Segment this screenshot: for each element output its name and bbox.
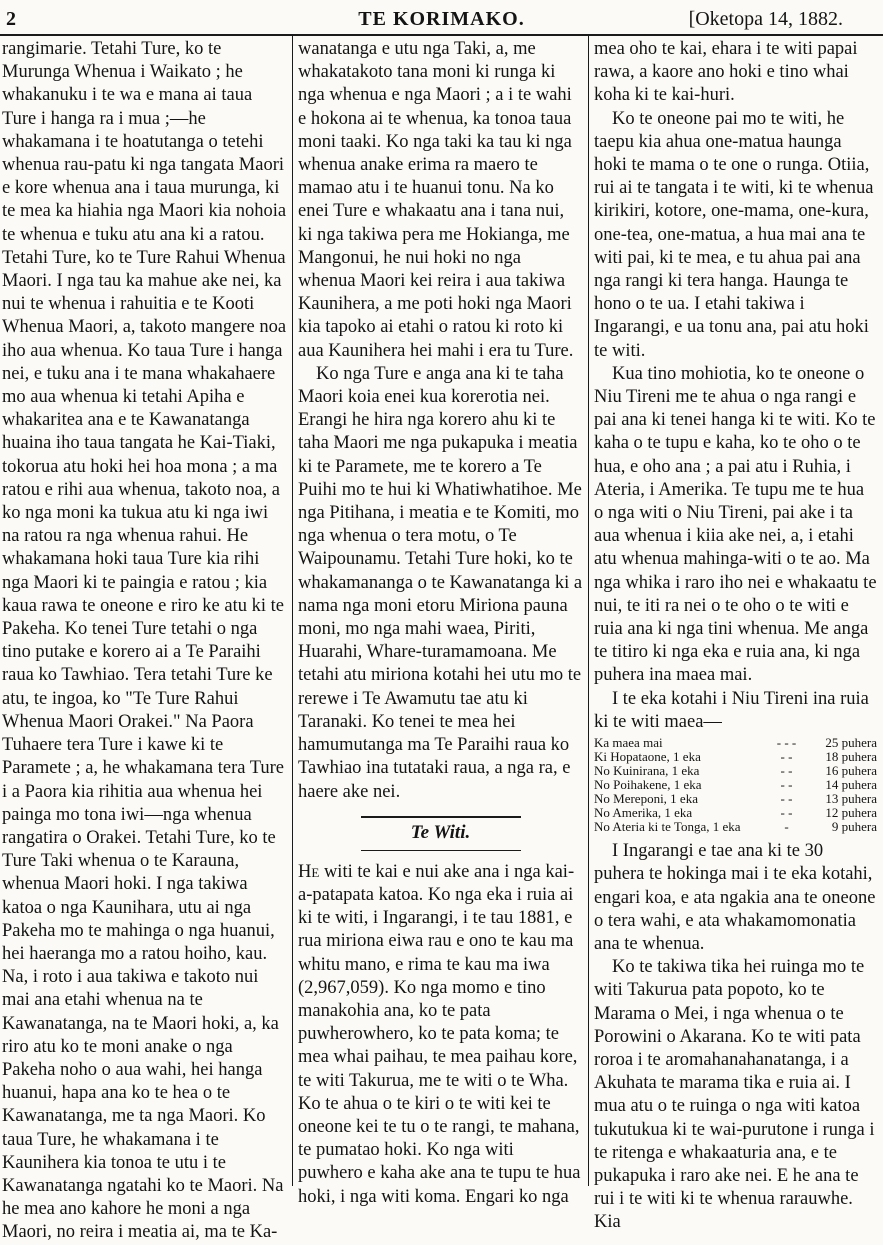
section-heading bbox=[298, 816, 583, 851]
page-number: 2 bbox=[6, 8, 16, 30]
newspaper-title: TE KORIMAKO. bbox=[358, 8, 525, 30]
section-rule bbox=[361, 850, 521, 851]
table-row bbox=[594, 750, 877, 764]
issue-date: [Oketopa 14, 1882. bbox=[688, 8, 843, 30]
article-paragraph: Ko nga Ture e anga ana ki te taha Maori koia enei kua korerotia nei. Erangi he hira nga korero ahu ki te taha Maori me nga pukapuka i meatia ki te Paramete, me te korero a Te Puihi mo te hui ki Whatiwhatihoe. Me nga Pitihana, i meatia e te Komiti, mo nga whenua o tera motu, o Te Waipounamu. Tetahi Ture hoki, ko te whakamananga o te Kawanatanga ki a nama nga moni etoru Miriona pauna moni, mo nga mahi waea, Piriti, Huarahi, Whare-turamamoana. Me tetahi atu miriona kotahi hei utu mo te rerewe i Te Awamutu tae atu ki Taranaki. Ko tenei te mea hei hamumutanga ma Te Paraihi raua ko Tawhiao ina tutataki raua, a nga ra, e haere ake nei. bbox=[298, 363, 583, 802]
table-cell-place: No Amerika, 1 eka bbox=[594, 805, 693, 821]
table-row bbox=[594, 806, 877, 820]
table-cell-value: 14 puhera bbox=[825, 777, 877, 793]
table-row bbox=[594, 736, 877, 750]
table-cell-value: 25 puhera bbox=[825, 735, 877, 751]
article-paragraph: Kua tino mohiotia, ko te oneone o Niu Tireni me te ahua o nga rangi e pai ana ki tenei hanga ki te witi. Ko te kaha o te tupu e kaha, ko te oho o te hua, e oho ana ; a pai atu i Ruhia, i Ateria, i Amerika. Te tupu me te hua o nga witi o Niu Tireni, pai ake i ta aua whenua i kiia ake nei, a, i etahi atu whenua mahinga-witi o te ao. Ma nga whika i raro iho nei e whakaatu te nui, te iti ra nei o te oho o te witi e ruia ana ki nga tini whenua. Me anga te titiro ki nga eka e ruia ana, ki nga puhera ina maea mai. bbox=[594, 363, 877, 686]
table-cell-place: No Ateria ki te Tonga, 1 eka bbox=[594, 819, 741, 835]
column-2 bbox=[298, 38, 583, 1207]
table-cell-dots: - - bbox=[780, 791, 793, 807]
table-cell-dots: - - bbox=[780, 777, 793, 793]
table-cell-dots: - - bbox=[780, 763, 793, 779]
column-3 bbox=[594, 38, 877, 1233]
table-cell-dots: - - bbox=[780, 805, 793, 821]
table-cell-value: 9 puhera bbox=[831, 819, 877, 835]
table-cell-value: 12 puhera bbox=[825, 805, 877, 821]
table-cell-value: 18 puhera bbox=[825, 749, 877, 765]
article-paragraph: rangimarie. Tetahi Ture, ko te Murunga Whenua i Waikato ; he whakanuku i te wa e mana ai taua Ture i hanga ra i mua ;—he whakamana i te hoatutanga o tetehi whenua rau-patu ki nga tangata Maori e kore whenua ana i taua murunga, ki te mea ka hiahia nga Maori kia nohoia te whenua e tuku atu ana ki a ratou. Tetahi Ture, ko te Ture Rahui Whenua Maori. I nga tau ka mahue ake nei, ka nui te whenua i rahuitia e te Kooti Whenua Maori, a, takoto mangere noa iho aua whenua. Ko taua Ture i hanga nei, e tuku ana i te mana whakahaere mo aua whenua ki tetahi Apiha e whakaritea ana e te Kawanatanga huaina iho taua tangata he Kai-Tiaki, tokorua atu hoki hei hoa mona ; a ma ratou e rihi aua whenua, takoto noa, a ko nga moni ka tukua atu ki nga iwi na ratou ra nga whenua rahui. He whakamana hoki taua Ture kia rihi nga Maori ki te paingia e ratou ; kia kaua rawa te oneone e riro ke atu ki te Pakeha. Ko tenei Ture tetahi o nga tino putake e korero ai a Te Paraihi raua ko Tawhiao. Tera tetahi Ture ke atu, te ingoa, ko "Te Ture Rahui Whenua Maori Orakei." Na Paora Tuhaere tera Ture i kawe ki te Paramete ; a, he whakamana tera Ture i a Paora kia rihitia aua whenua hei painga mo tona iwi—nga whenua rangatira o Orakei. Tetahi Ture, ko te Ture Taki whenua o te Karauna, whenua Maori hoki. I nga takiwa katoa o nga Kaunihara, utu ai nga Pakeha mo te mahinga o nga huanui, hei haeranga mo a ratou hoiho, kau. Na, i roto i aua takiwa e takoto nui mai ana etahi whenua na te Kawanatanga, na te Maori hoki, a, ka riro atu ko te moni anake o nga Pakeha noho o aua wahi, hei hanga huanui, hapa ana ko te hea o te Kawanatanga, me ta nga Maori. Ko taua Ture, he whakamana i te Kaunihera kia tonoa te utu i te Kawanatanga ngatahi ko te Maori. Na he mea ano kahore he moni a nga Maori, no reira i meatia ai, ma te Ka- bbox=[2, 39, 287, 1243]
table-cell-place: No Mereponi, 1 eka bbox=[594, 791, 698, 807]
article-paragraph: wanatanga e utu nga Taki, a, me whakatakoto tana moni ki runga ki nga whenua e nga Maori ; a i te wahi e hokona ai te whenua, ka tonoa taua moni taaki. Ko nga taki ka tau ki nga whenua anake erima ra maero te mamao atu i te huanui tonu. Na ko enei Ture e whakaatu ana i tana nui, ki nga takiwa pera me Hokianga, me Mangonui, he nui hoki no nga whenua Maori kei reira i aua takiwa Kaunihera, a me poti hoki nga Maori kia tapoko ai etahi o ratou ki roto ki aua Kaunihera hei mahi i era tu Ture. bbox=[298, 39, 574, 361]
column-divider bbox=[588, 36, 589, 1186]
table-cell-place: No Poihakene, 1 eka bbox=[594, 777, 702, 793]
column-divider bbox=[292, 36, 293, 1186]
table-cell-value: 13 puhera bbox=[825, 791, 877, 807]
lead-word: He bbox=[298, 861, 320, 882]
article-paragraph: I Ingarangi e tae ana ki te 30 puhera te hokinga mai i te eka kotahi, engari koa, e ata ngakia ana te oneone o tera wahi, e ata whakamomonatia ana te whenua. bbox=[594, 841, 876, 954]
table-cell-place: No Kuinirana, 1 eka bbox=[594, 763, 700, 779]
article-paragraph: I te eka kotahi i Niu Tireni ina ruia ki te witi maea— bbox=[594, 688, 869, 732]
article-paragraph: mea oho te kai, ehara i te witi papai rawa, a kaore ano hoki e tino whai koha ki te kai-huri. bbox=[594, 39, 858, 106]
section-paragraph bbox=[298, 861, 583, 1209]
table-cell-value: 16 puhera bbox=[825, 763, 877, 779]
article-paragraph: Ko te oneone pai mo te witi, he taepu kia ahua one-matua haunga hoki te mama o te one o runga. Otiia, rui ai te tangata i te witi, ki te whenua kirikiri, kotore, one-mama, one-kura, one-tea, one-matua, a hua mai ana te witi pai, ki te mea, e tu ahua pai ana nga rangi ki tera hanga. Haunga te hono o te ua. I etahi takiwa i Ingarangi, e ua tonu ana, pai atu hoki te witi. bbox=[594, 108, 874, 361]
table-cell-place: Ki Hopataone, 1 eka bbox=[594, 749, 701, 765]
table-row bbox=[594, 764, 877, 778]
table-row bbox=[594, 820, 877, 834]
section-rule bbox=[361, 816, 521, 818]
header-rule bbox=[0, 34, 883, 36]
yield-table bbox=[594, 736, 877, 834]
table-row bbox=[594, 792, 877, 806]
masthead bbox=[0, 6, 883, 32]
article-paragraph: Ko te takiwa tika hei ruinga mo te witi Takurua pata popoto, ko te Marama o Mei, i nga whenua o te Porowini o Akarana. Ko te witi pata roroa i te aromahanahanatanga, i a Akuhata te marama tika e ruia ai. I mua atu o te ruinga o nga witi katoa tukutukua ki te wai-purutone i runga i te ritenga e whakaaturia ana, e te pukapuka i raro ake nei. E he ana te rui i te witi ki te whenua rarauwhe. Kia bbox=[594, 957, 875, 1233]
section-body: witi te kai e nui ake ana i nga kai-a-patapata katoa. Ko nga eka i ruia ai ki te witi, i Ingarangi, i te tau 1881, e rua miriona eiwa rau e ono te kau ma whitu mano, e rima te kau ma iwa (2,967,059). Ko nga momo e tino manakohia ana, ko te pata puwherowhero, ko te pata koma; te mea whai paihau, te mea paihau kore, te witi Takurua, me te witi o te Wha. Ko te ahua o te kiri o te witi kei te oneone kei te tu o te rangi, te mahana, te pumatao hoki. Ko nga witi puwhero e kaha ake ana te tupu te hua hoki, i nga witi koma. Engari ko nga bbox=[298, 861, 581, 1207]
column-1 bbox=[2, 38, 288, 1243]
table-row bbox=[594, 778, 877, 792]
table-cell-dots: - bbox=[784, 819, 789, 835]
table-cell-dots: - - - bbox=[776, 735, 797, 751]
section-title: Te Witi. bbox=[410, 821, 471, 843]
table-cell-dots: - - bbox=[780, 749, 793, 765]
table-cell-place: Ka maea mai bbox=[594, 735, 663, 751]
